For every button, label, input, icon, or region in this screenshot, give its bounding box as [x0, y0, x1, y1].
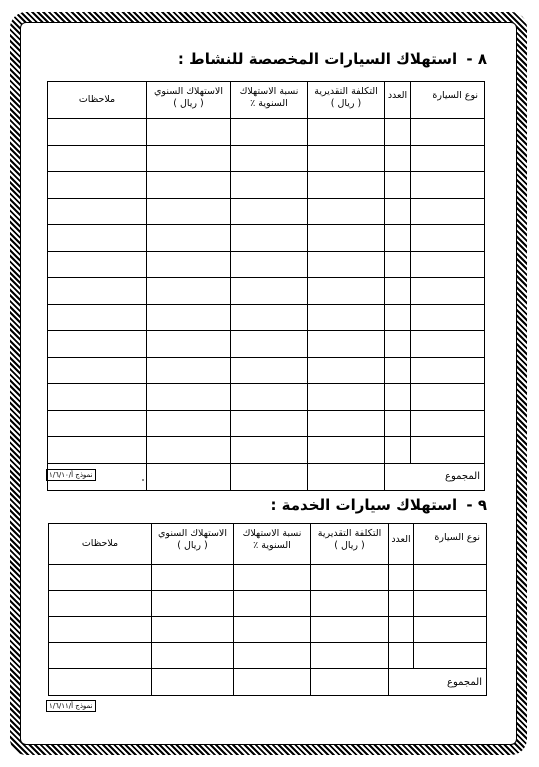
total-cell[interactable] — [234, 669, 311, 696]
total-row — [49, 669, 487, 696]
header-estimated-cost — [308, 82, 385, 119]
table-cell[interactable] — [231, 304, 308, 331]
table-cell[interactable] — [48, 119, 147, 146]
section-9-number: ٩ - — [466, 496, 487, 514]
table-cell[interactable] — [411, 357, 485, 384]
table-cell[interactable] — [411, 251, 485, 278]
table-cell[interactable] — [48, 384, 147, 411]
header-annual-depreciation — [147, 82, 231, 119]
table-cell[interactable] — [231, 198, 308, 225]
table-cell[interactable] — [311, 591, 389, 617]
table-cell[interactable] — [152, 643, 234, 669]
table-cell[interactable] — [385, 278, 411, 305]
form-code-10: نموذج أ/١/٦/١٠ — [46, 469, 96, 481]
header-count: العدد — [385, 82, 411, 119]
table-cell[interactable] — [389, 591, 414, 617]
table-cell[interactable] — [147, 251, 231, 278]
table-row — [48, 331, 485, 358]
table-cell[interactable] — [411, 331, 485, 358]
table-row — [48, 304, 485, 331]
table-row — [48, 437, 485, 464]
table-cell[interactable] — [147, 331, 231, 358]
table-cell[interactable] — [231, 251, 308, 278]
table-cell[interactable] — [385, 145, 411, 172]
table-cell[interactable] — [49, 617, 152, 643]
table-cell[interactable] — [147, 357, 231, 384]
table-cell[interactable] — [308, 304, 385, 331]
table-cell[interactable] — [385, 437, 411, 464]
table-cell[interactable] — [234, 565, 311, 591]
header-line: التكلفة التقديرية — [314, 86, 378, 97]
table-cell[interactable] — [147, 437, 231, 464]
table-row — [49, 643, 487, 669]
header-line: الاستهلاك السنوي — [153, 86, 223, 97]
table-cell[interactable] — [231, 145, 308, 172]
table-cell[interactable] — [48, 251, 147, 278]
service-vehicles-table — [48, 523, 487, 696]
table-cell[interactable] — [48, 437, 147, 464]
table-cell[interactable] — [49, 565, 152, 591]
table-cell[interactable] — [231, 384, 308, 411]
table-cell[interactable] — [311, 565, 389, 591]
table-cell[interactable] — [414, 565, 487, 591]
table-cell[interactable] — [308, 357, 385, 384]
total-row — [48, 463, 485, 490]
total-cell[interactable] — [152, 669, 234, 696]
speck — [142, 479, 144, 481]
table-cell[interactable] — [411, 410, 485, 437]
table-cell[interactable] — [147, 384, 231, 411]
table-cell[interactable] — [308, 119, 385, 146]
table-cell[interactable] — [48, 145, 147, 172]
header-line: ( ريال ) — [177, 540, 208, 551]
header-depreciation-rate — [234, 524, 311, 565]
header-notes: ملاحظات — [49, 524, 152, 565]
table-cell[interactable] — [231, 437, 308, 464]
table-cell[interactable] — [308, 145, 385, 172]
table-cell[interactable] — [414, 617, 487, 643]
table-cell[interactable] — [152, 565, 234, 591]
header-notes: ملاحظات — [48, 82, 147, 119]
table-cell[interactable] — [49, 591, 152, 617]
total-label: المجموع — [385, 463, 485, 490]
table-cell[interactable] — [48, 225, 147, 252]
table-cell[interactable] — [234, 591, 311, 617]
table-cell[interactable] — [152, 591, 234, 617]
table-cell[interactable] — [385, 172, 411, 199]
table-cell[interactable] — [147, 225, 231, 252]
table-cell[interactable] — [311, 617, 389, 643]
table-cell[interactable] — [308, 225, 385, 252]
table-cell[interactable] — [308, 384, 385, 411]
section-8-title: استهلاك السيارات المخصصة للنشاط : — [177, 50, 458, 68]
table-cell[interactable] — [234, 643, 311, 669]
header-line: التكلفة التقديرية — [317, 528, 382, 539]
table-row — [48, 278, 485, 305]
header-line: السنوية ٪ — [253, 540, 291, 551]
header-line: ( ريال ) — [330, 98, 362, 109]
table-row — [48, 145, 485, 172]
vehicles-activity-table — [47, 81, 485, 491]
table-cell[interactable] — [231, 410, 308, 437]
table-cell[interactable] — [389, 643, 414, 669]
table-cell[interactable] — [231, 331, 308, 358]
table-cell[interactable] — [385, 331, 411, 358]
table-cell[interactable] — [234, 617, 311, 643]
table-row — [48, 172, 485, 199]
table-cell[interactable] — [48, 410, 147, 437]
table-row — [48, 410, 485, 437]
table-cell[interactable] — [231, 225, 308, 252]
table-cell[interactable] — [308, 251, 385, 278]
table-row — [49, 617, 487, 643]
table-row — [49, 565, 487, 591]
table-cell[interactable] — [385, 225, 411, 252]
table-cell[interactable] — [385, 304, 411, 331]
table-cell[interactable] — [308, 410, 385, 437]
header-vehicle-type: نوع السيارة — [414, 524, 487, 565]
table-row — [48, 198, 485, 225]
table-row — [48, 357, 485, 384]
table-cell[interactable] — [308, 437, 385, 464]
table-cell[interactable] — [311, 643, 389, 669]
table-cell[interactable] — [411, 119, 485, 146]
table-cell[interactable] — [147, 304, 231, 331]
table-cell[interactable] — [147, 145, 231, 172]
table-cell[interactable] — [49, 643, 152, 669]
table-cell[interactable] — [147, 198, 231, 225]
table-cell[interactable] — [48, 331, 147, 358]
table-header-row — [48, 82, 485, 119]
table-cell[interactable] — [385, 251, 411, 278]
header-line: الاستهلاك السنوي — [157, 528, 227, 539]
table-row — [48, 225, 485, 252]
total-cell[interactable] — [311, 669, 389, 696]
table-cell[interactable] — [385, 119, 411, 146]
table-cell[interactable] — [48, 357, 147, 384]
table-cell[interactable] — [231, 172, 308, 199]
table-cell[interactable] — [385, 384, 411, 411]
table-cell[interactable] — [231, 119, 308, 146]
table-cell[interactable] — [152, 617, 234, 643]
table-cell[interactable] — [385, 198, 411, 225]
table-row — [49, 591, 487, 617]
table-cell[interactable] — [385, 410, 411, 437]
table-row — [48, 384, 485, 411]
total-label: المجموع — [389, 669, 487, 696]
table-cell[interactable] — [389, 565, 414, 591]
form-code-11: نموذج أ/١/٦/١١ — [46, 700, 96, 712]
table-cell[interactable] — [411, 198, 485, 225]
header-line: السنوية ٪ — [250, 98, 288, 109]
table-cell[interactable] — [147, 172, 231, 199]
header-count: العدد — [389, 524, 414, 565]
table-cell[interactable] — [411, 304, 485, 331]
table-cell[interactable] — [411, 225, 485, 252]
table-cell[interactable] — [48, 198, 147, 225]
header-line: نسبة الاستهلاك — [239, 86, 299, 97]
header-depreciation-rate — [231, 82, 308, 119]
table-cell[interactable] — [411, 437, 485, 464]
table-header-row — [49, 524, 487, 565]
section-9-title: استهلاك سيارات الخدمة : — [270, 496, 458, 514]
total-cell[interactable] — [49, 669, 152, 696]
table-cell[interactable] — [411, 384, 485, 411]
table-cell[interactable] — [411, 172, 485, 199]
section-8-number: ٨ - — [466, 50, 487, 68]
header-annual-depreciation — [152, 524, 234, 565]
table-cell[interactable] — [308, 278, 385, 305]
table-cell[interactable] — [48, 172, 147, 199]
table-cell[interactable] — [147, 278, 231, 305]
table-cell[interactable] — [48, 304, 147, 331]
total-cell[interactable] — [308, 463, 385, 490]
header-line: نسبة الاستهلاك — [242, 528, 302, 539]
table-cell[interactable] — [385, 357, 411, 384]
header-estimated-cost — [311, 524, 389, 565]
table-row — [48, 119, 485, 146]
table-cell[interactable] — [308, 198, 385, 225]
table-cell[interactable] — [308, 172, 385, 199]
table-cell[interactable] — [48, 278, 147, 305]
section-8-heading — [178, 50, 487, 68]
table-row — [48, 251, 485, 278]
section-9-heading — [270, 496, 487, 514]
total-cell[interactable] — [147, 463, 231, 490]
header-vehicle-type: نوع السيارة — [411, 82, 485, 119]
header-line: ( ريال ) — [334, 540, 365, 551]
total-cell[interactable] — [231, 463, 308, 490]
table-cell[interactable] — [231, 278, 308, 305]
header-line: ( ريال ) — [173, 98, 204, 109]
table-cell[interactable] — [147, 410, 231, 437]
table-cell[interactable] — [414, 643, 487, 669]
table-cell[interactable] — [308, 331, 385, 358]
table-cell[interactable] — [147, 119, 231, 146]
table-cell[interactable] — [389, 617, 414, 643]
table-cell[interactable] — [414, 591, 487, 617]
table-cell[interactable] — [231, 357, 308, 384]
table-cell[interactable] — [411, 278, 485, 305]
table-cell[interactable] — [411, 145, 485, 172]
